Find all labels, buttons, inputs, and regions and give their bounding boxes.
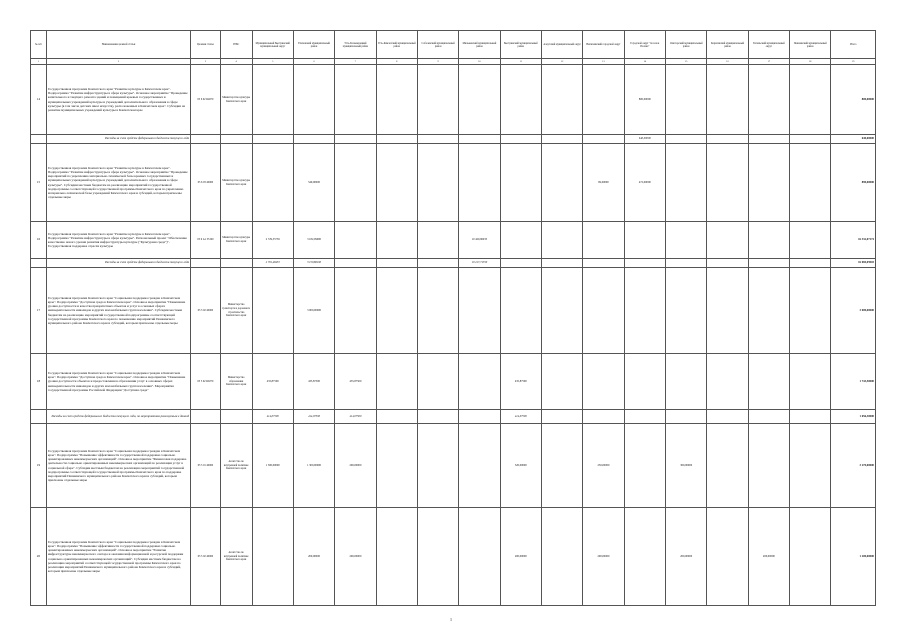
cell-value: 414,07500 — [252, 410, 293, 424]
col-header: Усть-Камчатский муниципальный район — [376, 31, 417, 59]
cell-value: 1 300,00000 — [252, 424, 293, 508]
cell-empty — [583, 65, 624, 135]
cell-total: 16 069,05903 — [831, 259, 876, 268]
col-header: Елизовский муниципальный район — [293, 31, 334, 59]
col-header: Усть-Большерецкий муниципальный район — [335, 31, 376, 59]
cell-total: 1 743,50000 — [831, 354, 876, 410]
col-number: 14 — [624, 59, 665, 65]
row-code: 05 6 03 40000 — [191, 144, 221, 222]
col-header: Итого — [831, 31, 876, 59]
col-number: 5 — [252, 59, 293, 65]
col-header: Тигильский муниципальный округ — [748, 31, 789, 59]
col-number: 7 — [335, 59, 376, 65]
cell-empty — [335, 222, 376, 259]
cell-empty — [541, 424, 582, 508]
row-description: Государственная программа Камчатского края "Развитие культуры в Камчатском крае". Подпрограмма "Развитие инфраструктуры в сфере культуры". Основное мероприятие "Проведение мероприятий по укреплению материально-технической базы краевых государственных и муниципальных учреждений культуры и учреждений дополнительного образования в сфере культуры". Субсидии местным бюджетам на реализацию мероприятий государственной подпрограммы соответствующей государственной программы Камчатского края по укреплению материально-технической базы учреждений Камчатского края и субсидий, которым присвоены отдельные меры — [46, 144, 190, 222]
cell-empty — [665, 222, 706, 259]
row-grbs: Агентство по внутренней политике Камчатского края — [220, 424, 252, 508]
cell-empty — [500, 259, 541, 268]
row-description: Государственная программа Камчатского края "Социальная поддержка граждан в Камчатском крае". Подпрограмма "Доступная среда в Камчатском крае". Основное мероприятие "Повышение уровня доступности объектов и предоставления в образовании услуг в основных сферах жизнедеятельности инвалидов и других маломобильных групп населения". Мероприятия государственной программы Российской Федерации "Доступная среда" — [46, 354, 190, 410]
cell-value: 435,87500 — [252, 354, 293, 410]
cell-empty — [459, 424, 500, 508]
col-number: 10 — [459, 59, 500, 65]
cell-empty — [707, 410, 748, 424]
cell-empty — [790, 65, 831, 135]
cell-empty — [417, 222, 458, 259]
cell-value: 640,00000 — [624, 135, 665, 144]
cell-value: 10 217,71350 — [459, 259, 500, 268]
cell-value: 435,87500 — [293, 354, 334, 410]
cell-empty — [459, 268, 500, 354]
cell-total: 3 000,00000 — [831, 268, 876, 354]
row-subtotal-label: Расходы за счет средств федерального бюджета текущего года, по мероприятиям реализуемым в данной — [46, 410, 190, 424]
cell-empty — [748, 354, 789, 410]
cell-empty — [707, 259, 748, 268]
cell-value: 3 182,09000 — [293, 222, 334, 259]
cell-empty — [583, 410, 624, 424]
cell-empty — [790, 144, 831, 222]
table-body — [31, 65, 876, 606]
cell-total: 1 656,30000 — [831, 410, 876, 424]
row-grbs: Агентство по внутренней политике Камчатского края — [220, 508, 252, 606]
cell-value: 2 729,35739 — [252, 222, 293, 259]
cell-empty — [707, 65, 748, 135]
cell-empty — [459, 410, 500, 424]
cell-empty — [665, 268, 706, 354]
cell-empty — [376, 259, 417, 268]
table-row — [31, 222, 876, 259]
cell-value: 549,00000 — [293, 144, 334, 222]
cell-empty — [459, 135, 500, 144]
cell-empty — [790, 354, 831, 410]
row-code: 03 3 02 40000 — [191, 268, 221, 354]
cell-empty — [500, 144, 541, 222]
col-number: 9 — [417, 59, 458, 65]
col-number: 13 — [583, 59, 624, 65]
row-grbs: Министерство культуры Камчатского края — [220, 65, 252, 135]
col-number: 8 — [376, 59, 417, 65]
cell-total: 16 332,07174 — [831, 222, 876, 259]
cell-empty — [624, 508, 665, 606]
col-header: Алеутский муниципальный округ — [541, 31, 582, 59]
cell-empty — [376, 135, 417, 144]
row-subtotal-label: Расходы за счет средств федерального бюджета текущего года — [46, 135, 190, 144]
cell-empty — [707, 508, 748, 606]
cell-empty — [220, 259, 252, 268]
cell-empty — [252, 65, 293, 135]
col-number: 6 — [293, 59, 334, 65]
cell-empty — [417, 144, 458, 222]
cell-value: 200,00000 — [665, 508, 706, 606]
col-number: 12 — [541, 59, 582, 65]
row-number: 16 — [31, 222, 47, 259]
col-header: Муниципальный Быстринский муниципальный округ — [252, 31, 293, 59]
cell-empty — [541, 508, 582, 606]
cell-empty — [376, 354, 417, 410]
cell-empty — [252, 135, 293, 144]
cell-value: 200,00000 — [293, 508, 334, 606]
cell-empty — [541, 268, 582, 354]
row-number: 15 — [31, 144, 47, 222]
cell-empty — [541, 410, 582, 424]
cell-empty — [31, 135, 47, 144]
cell-empty — [624, 268, 665, 354]
cell-empty — [790, 222, 831, 259]
col-number: 17 — [748, 59, 789, 65]
col-number: 15 — [665, 59, 706, 65]
cell-empty — [191, 135, 221, 144]
cell-empty — [583, 222, 624, 259]
col-header: ГРБС — [220, 31, 252, 59]
cell-value: 250,00000 — [583, 424, 624, 508]
cell-empty — [417, 135, 458, 144]
row-grbs: Министерство культуры Камчатского края — [220, 222, 252, 259]
row-number: 20 — [31, 508, 47, 606]
cell-empty — [624, 222, 665, 259]
row-code: 03 5 02 40000 — [191, 508, 221, 606]
cell-value: 200,00000 — [748, 508, 789, 606]
subsidy-table — [30, 30, 876, 606]
row-code: 05 6 02 R4670 — [191, 65, 221, 135]
row-number: 14 — [31, 65, 47, 135]
cell-empty — [541, 65, 582, 135]
cell-total: 1 200,00000 — [831, 508, 876, 606]
cell-empty — [541, 135, 582, 144]
col-header: Городской округ "поселок Палана" — [624, 31, 665, 59]
cell-value: 800,00000 — [624, 65, 665, 135]
cell-empty — [790, 135, 831, 144]
cell-total: 800,00000 — [831, 65, 876, 135]
cell-total: 890,00000 — [831, 144, 876, 222]
col-header: Целевая статья — [191, 31, 221, 59]
row-description: Государственная программа Камчатского края "Развитие культуры в Камчатском крае". Подпрограмма "Развитие инфраструктуры в сфере культуры". Основное мероприятие "Проведение капитального и текущего ремонта зданий и помещений краевых государственных и муниципальных учреждений культуры и учреждений дополнительного образования в сфере культуры (в том числе детских школ искусств), расположенных в Камчатском крае". Субсидии на развитие муниципальных учреждений культуры в Камчатском крае — [46, 65, 190, 135]
cell-value: 414,07500 — [500, 410, 541, 424]
cell-value: 435,87500 — [500, 354, 541, 410]
cell-empty — [748, 222, 789, 259]
cell-empty — [541, 354, 582, 410]
cell-empty — [707, 354, 748, 410]
cell-empty — [376, 410, 417, 424]
col-number: 1 — [31, 59, 47, 65]
table-row — [31, 135, 876, 144]
col-header: № п/п — [31, 31, 47, 59]
cell-empty — [252, 508, 293, 606]
cell-empty — [624, 410, 665, 424]
cell-value: 3 150,86100 — [293, 259, 334, 268]
cell-empty — [707, 144, 748, 222]
cell-empty — [417, 410, 458, 424]
cell-empty — [376, 508, 417, 606]
col-header: Мильковский муниципальный район — [459, 31, 500, 59]
cell-empty — [748, 135, 789, 144]
cell-empty — [220, 410, 252, 424]
cell-value: 414,07500 — [293, 410, 334, 424]
cell-empty — [707, 135, 748, 144]
cell-empty — [417, 424, 458, 508]
cell-value: 300,00000 — [665, 424, 706, 508]
cell-empty — [417, 65, 458, 135]
col-header: Вилючинский городской округ — [583, 31, 624, 59]
cell-empty — [790, 508, 831, 606]
cell-empty — [459, 144, 500, 222]
cell-empty — [500, 268, 541, 354]
cell-value: 472,00000 — [624, 144, 665, 222]
cell-empty — [790, 424, 831, 508]
cell-value: 2 701,48453 — [252, 259, 293, 268]
cell-value: 3 000,00000 — [293, 268, 334, 354]
cell-empty — [376, 144, 417, 222]
col-number: 11 — [500, 59, 541, 65]
col-number: 3 — [191, 59, 221, 65]
cell-empty — [376, 65, 417, 135]
row-subtotal-label: Расходы за счет средств федерального бюджета текущего года — [46, 259, 190, 268]
cell-empty — [665, 354, 706, 410]
cell-empty — [541, 144, 582, 222]
cell-empty — [707, 424, 748, 508]
cell-empty — [583, 354, 624, 410]
cell-empty — [748, 424, 789, 508]
table-row — [31, 268, 876, 354]
cell-empty — [191, 259, 221, 268]
cell-value: 200,00000 — [500, 508, 541, 606]
cell-empty — [665, 410, 706, 424]
cell-empty — [748, 259, 789, 268]
col-number: 4 — [220, 59, 252, 65]
cell-value: 320,00000 — [500, 424, 541, 508]
col-header: Соболевский муниципальный район — [417, 31, 458, 59]
cell-value: 414,07500 — [335, 410, 376, 424]
cell-empty — [335, 259, 376, 268]
cell-empty — [748, 144, 789, 222]
row-grbs: Министерство транспорта и дорожного строительства Камчатского края — [220, 268, 252, 354]
header-row — [31, 31, 876, 59]
col-header: Наименование целевой статьи — [46, 31, 190, 59]
cell-empty — [500, 135, 541, 144]
cell-value: 435,87500 — [335, 354, 376, 410]
cell-empty — [335, 268, 376, 354]
cell-empty — [624, 424, 665, 508]
cell-empty — [417, 508, 458, 606]
cell-empty — [665, 65, 706, 135]
cell-total: 3 270,00000 — [831, 424, 876, 508]
cell-empty — [191, 410, 221, 424]
cell-empty — [707, 222, 748, 259]
cell-empty — [748, 410, 789, 424]
cell-empty — [417, 268, 458, 354]
cell-empty — [376, 268, 417, 354]
cell-total: 640,00000 — [831, 135, 876, 144]
cell-empty — [583, 259, 624, 268]
cell-empty — [541, 222, 582, 259]
col-number: 18 — [790, 59, 831, 65]
cell-value: 10 420,96035 — [459, 222, 500, 259]
cell-empty — [335, 135, 376, 144]
row-description: Государственная программа Камчатского края "Социальная поддержка граждан в Камчатском крае". Подпрограмма "Повышение эффективности государственной поддержки социально ориентированных некоммерческих организаций". Основное мероприятие "Финансовая поддержка деятельности социально ориентированных некоммерческих организаций по реализации услуг в социальной сфере". Субсидии местным бюджетам на реализацию мероприятий государственной подпрограммы соответствующей государственной программы Камчатского края по поддержке мероприятий Пенжинского муниципального района Камчатского края и субсидий, которым присвоены отдельные меры — [46, 424, 190, 508]
table-row — [31, 424, 876, 508]
cell-value: 200,00000 — [335, 508, 376, 606]
row-grbs: Министерство культуры Камчатского края — [220, 144, 252, 222]
row-code: 03 5 01 40000 — [191, 424, 221, 508]
cell-empty — [293, 65, 334, 135]
cell-empty — [790, 410, 831, 424]
cell-empty — [252, 268, 293, 354]
table-row — [31, 65, 876, 135]
cell-value: 200,00000 — [335, 424, 376, 508]
col-header: Быстринский муниципальный район — [500, 31, 541, 59]
cell-empty — [790, 259, 831, 268]
table-row — [31, 259, 876, 268]
col-number: 19 — [831, 59, 876, 65]
cell-empty — [376, 222, 417, 259]
cell-empty — [31, 410, 47, 424]
cell-empty — [220, 135, 252, 144]
cell-empty — [665, 144, 706, 222]
col-number: 16 — [707, 59, 748, 65]
cell-empty — [665, 259, 706, 268]
cell-empty — [583, 268, 624, 354]
page-number: 1 — [450, 617, 452, 622]
cell-empty — [748, 65, 789, 135]
row-number: 17 — [31, 268, 47, 354]
cell-empty — [417, 259, 458, 268]
row-code: 03 3 02 R0270 — [191, 354, 221, 410]
cell-empty — [541, 259, 582, 268]
cell-empty — [500, 222, 541, 259]
table-row — [31, 410, 876, 424]
row-number: 19 — [31, 424, 47, 508]
cell-empty — [459, 65, 500, 135]
row-description: Государственная программа Камчатского края "Социальная поддержка граждан в Камчатском крае". Подпрограмма "Повышение эффективности государственной поддержки социально ориентированных некоммерческих организаций". Основное мероприятие "Развитие инфраструктуры некоммерческого сектора и оказания информационной и ресурсной поддержки социально ориентированных некоммерческих организаций". Субсидии местным бюджетам на реализацию мероприятий соответствующей государственной программы Камчатского края по реализации мероприятий Пенжинского муниципального района Камчатского края и субсидий, которым присвоены отдельные меры — [46, 508, 190, 606]
cell-value: 200,00000 — [583, 508, 624, 606]
cell-empty — [459, 354, 500, 410]
cell-empty — [500, 65, 541, 135]
cell-empty — [335, 144, 376, 222]
cell-value: 69,00000 — [583, 144, 624, 222]
cell-empty — [583, 135, 624, 144]
cell-value: 1 300,00000 — [293, 424, 334, 508]
row-description: Государственная программа Камчатского края "Развитие культуры в Камчатском крае". Подпрограмма "Развитие инфраструктуры в сфере культуры". Региональный проект "Обеспечение качественно нового уровня развития инфраструктуры культуры ("Культурная среда")". Государственная поддержка отрасли культуры — [46, 222, 190, 259]
cell-empty — [31, 259, 47, 268]
table-row — [31, 144, 876, 222]
cell-empty — [459, 508, 500, 606]
cell-empty — [748, 268, 789, 354]
cell-empty — [376, 424, 417, 508]
col-header: Пенжинский муниципальный район — [790, 31, 831, 59]
table-row — [31, 508, 876, 606]
row-code: 05 6 А1 55190 — [191, 222, 221, 259]
row-description: Государственная программа Камчатского края "Социальная поддержка граждан в Камчатском крае". Подпрограмма "Доступная среда в Камчатском крае". Основное мероприятие "Повышение уровня доступности и качества приоритетных объектов и услуг в основных сферах жизнедеятельности инвалидов и других маломобильных групп населения". Субсидии местным бюджетам на реализацию мероприятий государственной подпрограммы соответствующей государственной программы Камчатского края по повышению мероприятий Пенжинского муниципального района Камчатского края и субсидий, которым присвоены отдельные меры — [46, 268, 190, 354]
col-header: Олюторский муниципальный район — [665, 31, 706, 59]
cell-empty — [293, 135, 334, 144]
col-number: 2 — [46, 59, 190, 65]
cell-empty — [624, 259, 665, 268]
col-header: Карагинский муниципальный район — [707, 31, 748, 59]
cell-empty — [665, 135, 706, 144]
cell-empty — [624, 354, 665, 410]
cell-empty — [790, 268, 831, 354]
cell-empty — [417, 354, 458, 410]
cell-empty — [252, 144, 293, 222]
cell-empty — [335, 65, 376, 135]
cell-empty — [707, 268, 748, 354]
table-row — [31, 354, 876, 410]
row-number: 18 — [31, 354, 47, 410]
row-grbs: Министерство образования Камчатского края — [220, 354, 252, 410]
